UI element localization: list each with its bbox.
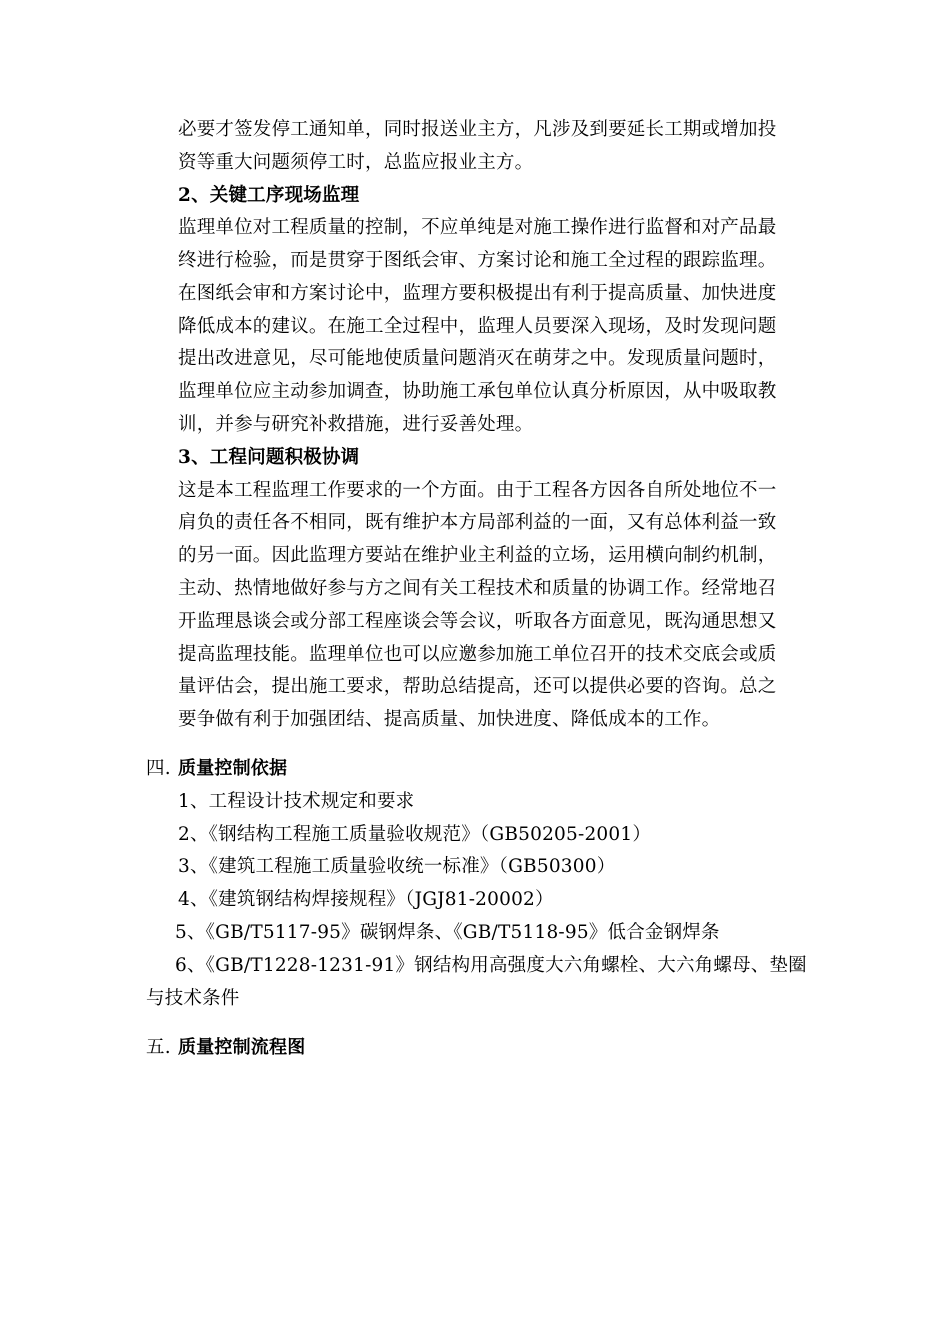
item-2-heading: 2、关键工序现场监理 [178, 185, 360, 206]
item-2-line-3: 在图纸会审和方案讨论中，监理方要积极提出有利于提高质量、加快进度 [178, 283, 777, 304]
item-3-line-4: 主动、热情地做好参与方之间有关工程技术和质量的协调工作。经常地召 [178, 578, 777, 599]
section-5-number: 五. [146, 1037, 171, 1058]
section-5-title: 质量控制流程图 [178, 1037, 306, 1058]
item-3-heading: 3、工程问题积极协调 [178, 447, 360, 468]
section-4-title: 质量控制依据 [178, 758, 288, 779]
basis-item-6-continued: 与技术条件 [146, 988, 240, 1009]
intro-line-1: 必要才签发停工通知单，同时报送业主方，凡涉及到要延长工期或增加投 [178, 119, 777, 140]
item-3-line-8: 要争做有利于加强团结、提高质量、加快进度、降低成本的工作。 [178, 709, 721, 730]
basis-item-3: 3、《建筑工程施工质量验收统一标准》（GB50300） [178, 856, 616, 877]
item-3-line-6: 提高监理技能。监理单位也可以应邀参加施工单位召开的技术交底会或质 [178, 644, 777, 665]
basis-item-1: 1、工程设计技术规定和要求 [178, 791, 415, 812]
item-3-line-2: 肩负的责任各不相同，既有维护本方局部利益的一面，又有总体利益一致 [178, 512, 777, 533]
basis-item-6: 6、《GB/T1228-1231-91》钢结构用高强度大六角螺栓、大六角螺母、垫圈 [175, 955, 807, 976]
item-2-line-4: 降低成本的建议。在施工全过程中，监理人员要深入现场，及时发现问题 [178, 316, 777, 337]
item-2-line-7: 训，并参与研究补救措施，进行妥善处理。 [178, 414, 534, 435]
item-3-line-1: 这是本工程监理工作要求的一个方面。由于工程各方因各自所处地位不一 [178, 480, 777, 501]
intro-line-2: 资等重大问题须停工时，总监应报业主方。 [178, 152, 534, 173]
item-2-line-1: 监理单位对工程质量的控制，不应单纯是对施工操作进行监督和对产品最 [178, 217, 777, 238]
item-2-line-2: 终进行检验，而是贯穿于图纸会审、方案讨论和施工全过程的跟踪监理。 [178, 250, 777, 271]
item-3-line-7: 量评估会，提出施工要求，帮助总结提高，还可以提供必要的咨询。总之 [178, 676, 777, 697]
basis-item-2: 2、《钢结构工程施工质量验收规范》（GB50205-2001） [178, 824, 652, 845]
item-3-line-5: 开监理恳谈会或分部工程座谈会等会议，听取各方面意见，既沟通思想又 [178, 611, 777, 632]
basis-item-5: 5、《GB/T5117-95》碳钢焊条、《GB/T5118-95》低合金钢焊条 [175, 922, 720, 943]
item-3-line-3: 的另一面。因此监理方要站在维护业主利益的立场，运用横向制约机制， [178, 545, 777, 566]
item-2-line-6: 监理单位应主动参加调查，协助施工承包单位认真分析原因，从中吸取教 [178, 381, 777, 402]
section-4-number: 四. [146, 758, 171, 779]
item-2-line-5: 提出改进意见，尽可能地使质量问题消灭在萌芽之中。发现质量问题时， [178, 348, 777, 369]
basis-item-4: 4、《建筑钢结构焊接规程》（JGJ81-20002） [178, 889, 554, 910]
